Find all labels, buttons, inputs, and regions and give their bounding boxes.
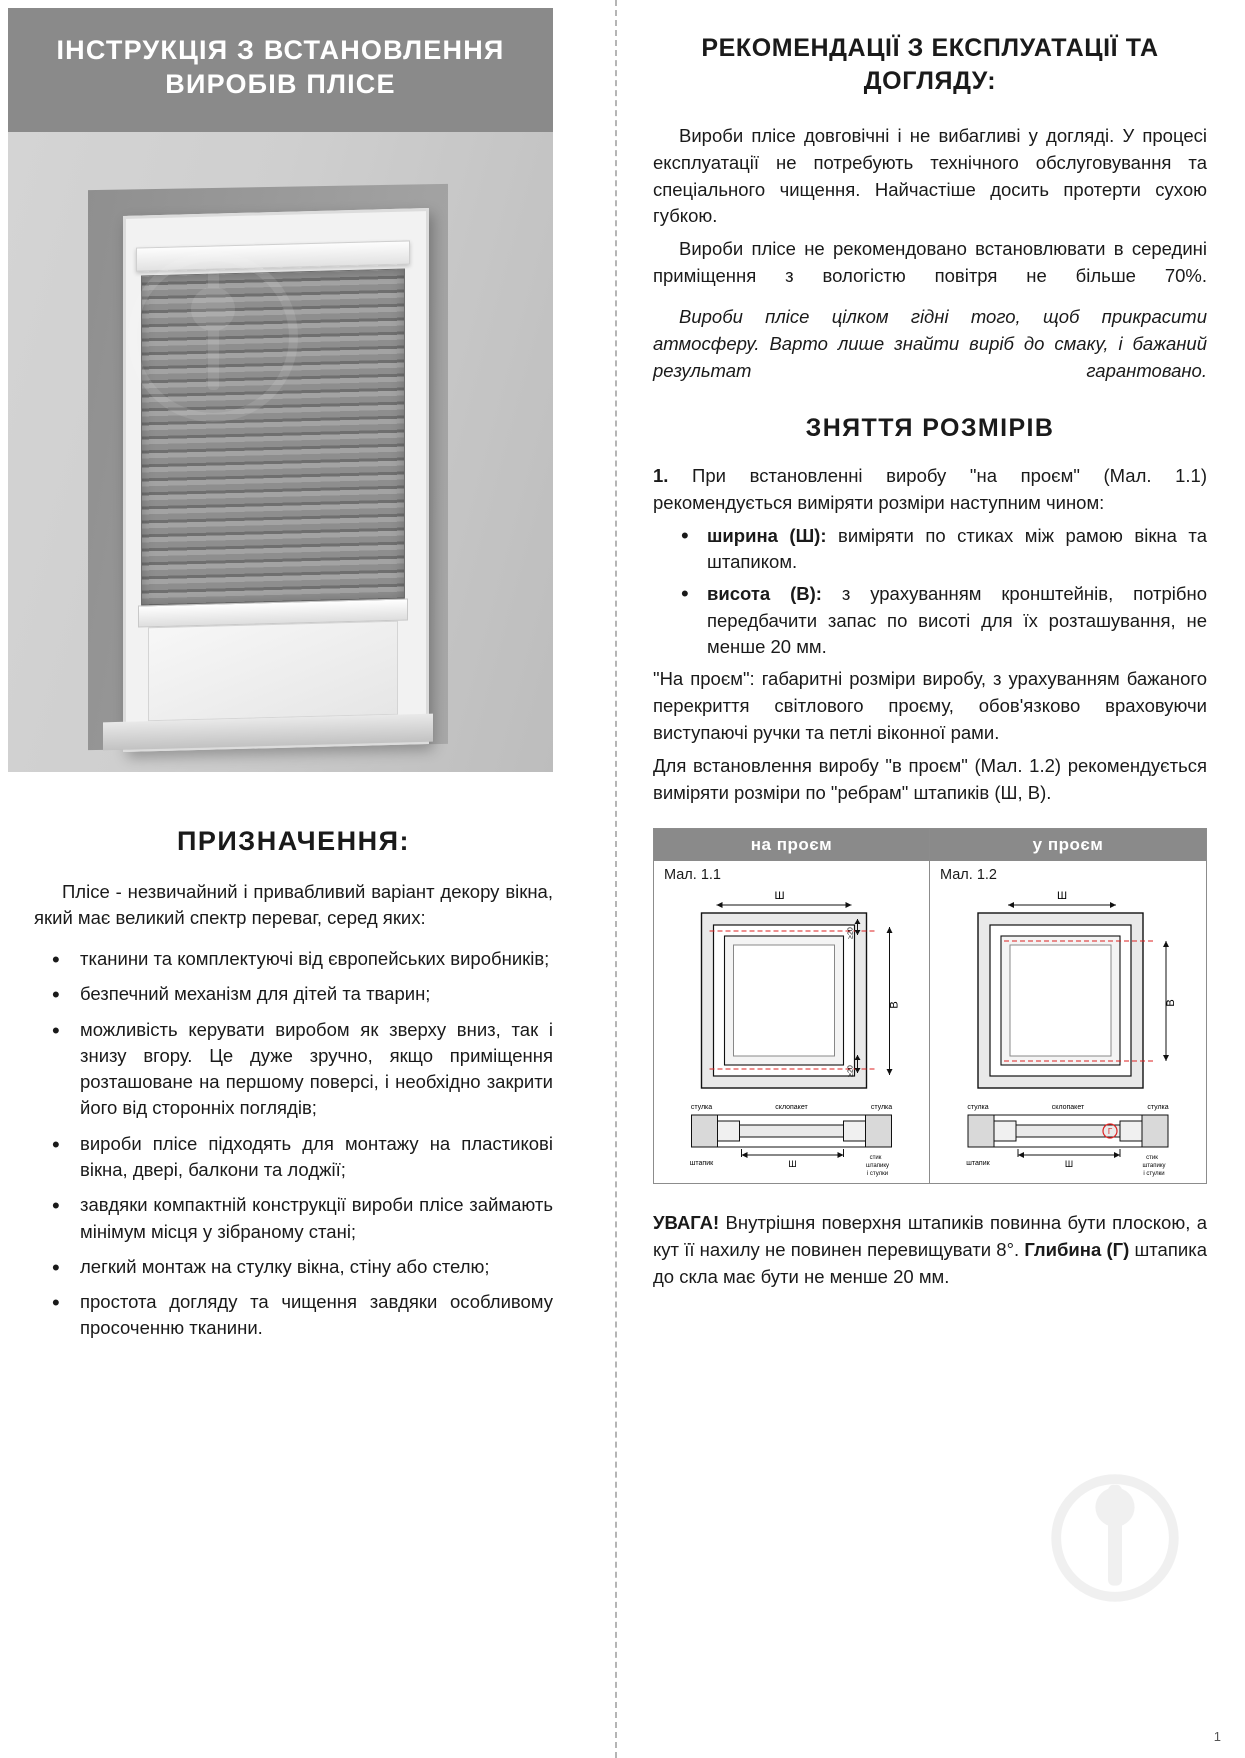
warning-note [653,1210,1207,1290]
list-item: • простота догляду та чищення завдяки особливому просоченню тканини. [34,1289,553,1342]
bullet-term: ширина (Ш): [707,524,827,546]
diagram-right-header: у проєм [930,829,1206,861]
care-heading: РЕКОМЕНДАЦІЇ З ЕКСПЛУАТАЦІЇ ТА ДОГЛЯДУ: [701,34,1159,95]
measuring-diagram [653,828,1207,1184]
purpose-intro: Пліcе - незвичайний і привабливий варіант декору вікна, який має великий спектр переваг, серед яких: [34,880,553,929]
list-item [653,581,1207,660]
diagram-left-body [654,883,929,1183]
list-item: • завдяки компактній конструкції вироби пліcе займають мінімум місця у зібраному стані; [34,1192,553,1245]
svg-text:штапик: штапик [966,1160,990,1168]
diagram-left-caption: Мал. 1.1 [664,867,721,884]
watermark-icon [1045,1468,1185,1608]
warning-term: Глибина (Г) [1024,1239,1130,1261]
diagram-left-svg [654,883,929,1183]
document-header-band [8,8,553,132]
left-column [0,0,615,1758]
measuring-intro-text: При встановленні виробу "на проєм" (Мал. 1.1) рекомендується виміряти розміри наступним чином: [653,465,1207,514]
care-paragraph-2: Вироби пліcе не рекомендовано встановлювати в середині приміщення з вологістю повітря не більше 70%. [653,238,1207,287]
svg-text:штапик: штапик [689,1160,714,1168]
measuring-intro-number: 1. [653,465,669,487]
list-item: • вироби пліcе підходять для монтажу на пластикові вікна, двері, балкони та лоджії; [34,1131,553,1184]
svg-text:В: В [1165,999,1177,1007]
svg-text:стулка: стулка [870,1104,893,1112]
page-number: 1 [1213,1729,1221,1744]
bullet-text: виміряти по стиках між рамою вікна та штапиком. [707,524,1207,573]
list-item: • тканини та комплектуючі від європейських виробників; [34,946,553,972]
care-paragraph-1: Вироби пліcе довговічні і не вибагливі у догляді. У процесі експлуатації не потребують технічного обслуговування та спеціального чищення. Найчастіше досить протерти сухою губкою. [653,125,1207,227]
list-item [653,523,1207,576]
svg-text:штапику: штапику [1142,1163,1166,1170]
measuring-heading: ЗНЯТТЯ РОЗМІРІВ [805,414,1055,443]
page-title: ІНСТРУКЦІЯ З ВСТАНОВЛЕННЯ ВИРОБІВ ПЛІСЕ [56,35,505,99]
svg-text:Ш: Ш [774,890,785,903]
diagram-right-body [930,883,1206,1183]
diagram-left-header: на проєм [654,829,929,861]
left-body [0,772,615,1342]
svg-text:≥20: ≥20 [847,1065,855,1078]
svg-text:склопакет: склопакет [1051,1104,1085,1112]
window-photo [8,132,553,772]
warning-text-1: Внутрішня поверхня штапиків повинна бути плоскою, а кут її нахилу не повинен перевищувати 8°. [653,1212,1207,1261]
diagram-right [930,829,1206,1183]
bullet-text: з урахуванням кронштейнів, потрібно передбачити запас по висоті для їх розташування, не менше 20 мм. [707,583,1207,657]
right-column [615,0,1245,1758]
photo-glass [148,620,398,721]
bullet-term: висота (В): [707,583,822,605]
measuring-bullet-list [653,523,1207,660]
care-paragraph-3: Вироби пліcе цілком гідні того, щоб прикрасити атмосферу. Варто лише знайти виріб до смаку, і бажаний результат гарантовано. [653,305,1207,381]
list-item: • можливість керувати виробом як зверху вниз, так і знизу вгору. Це дуже зручно, якщо приміщення розташоване на першому поверсі, і необхідно закрити його від сторонніх поглядів; [34,1017,553,1122]
diagram-right-svg [930,883,1206,1183]
svg-text:Г: Г [1107,1127,1113,1137]
measuring-intro [653,463,1207,517]
svg-text:≥20: ≥20 [847,927,855,940]
svg-text:стулка: стулка [1147,1104,1169,1112]
svg-text:стик: стик [1146,1155,1158,1162]
svg-text:стулка: стулка [967,1104,989,1112]
measuring-note-1: "На проєм": габаритні розміри виробу, з урахуванням бажаного перекриття світлового проєму, обов'язково враховуючи виступаючі ручки та петлі віконної рами. [653,668,1207,743]
warning-label: УВАГА! [653,1212,720,1234]
watermark-icon [128,252,298,422]
diagram-left [654,829,930,1183]
list-item: • безпечний механізм для дітей та тварин; [34,981,553,1007]
svg-text:Ш: Ш [1056,890,1068,903]
svg-text:Ш: Ш [788,1159,797,1170]
measuring-note-2: Для встановлення виробу "в проєм" (Мал. 1.2) рекомендується виміряти розміри по "ребрам" штапиків (Ш, В). [653,754,1207,803]
purpose-bullet-list [34,946,553,1341]
svg-text:склопакет: склопакет [775,1104,808,1112]
list-item: • легкий монтаж на стулку вікна, стіну або стелю; [34,1254,553,1280]
warning-text-2: штапика до скла має бути не менше 20 мм. [653,1239,1207,1287]
svg-text:В: В [888,1001,901,1009]
svg-text:штапику: штапику [865,1163,890,1170]
svg-text:стик: стик [869,1155,882,1162]
svg-text:і стулки: і стулки [1143,1171,1165,1178]
svg-text:Ш: Ш [1064,1159,1074,1170]
svg-text:стулка: стулка [690,1104,713,1112]
svg-text:і стулки: і стулки [866,1171,889,1178]
diagram-right-caption: Мал. 1.2 [940,867,997,884]
purpose-heading: ПРИЗНАЧЕННЯ: [176,825,411,856]
